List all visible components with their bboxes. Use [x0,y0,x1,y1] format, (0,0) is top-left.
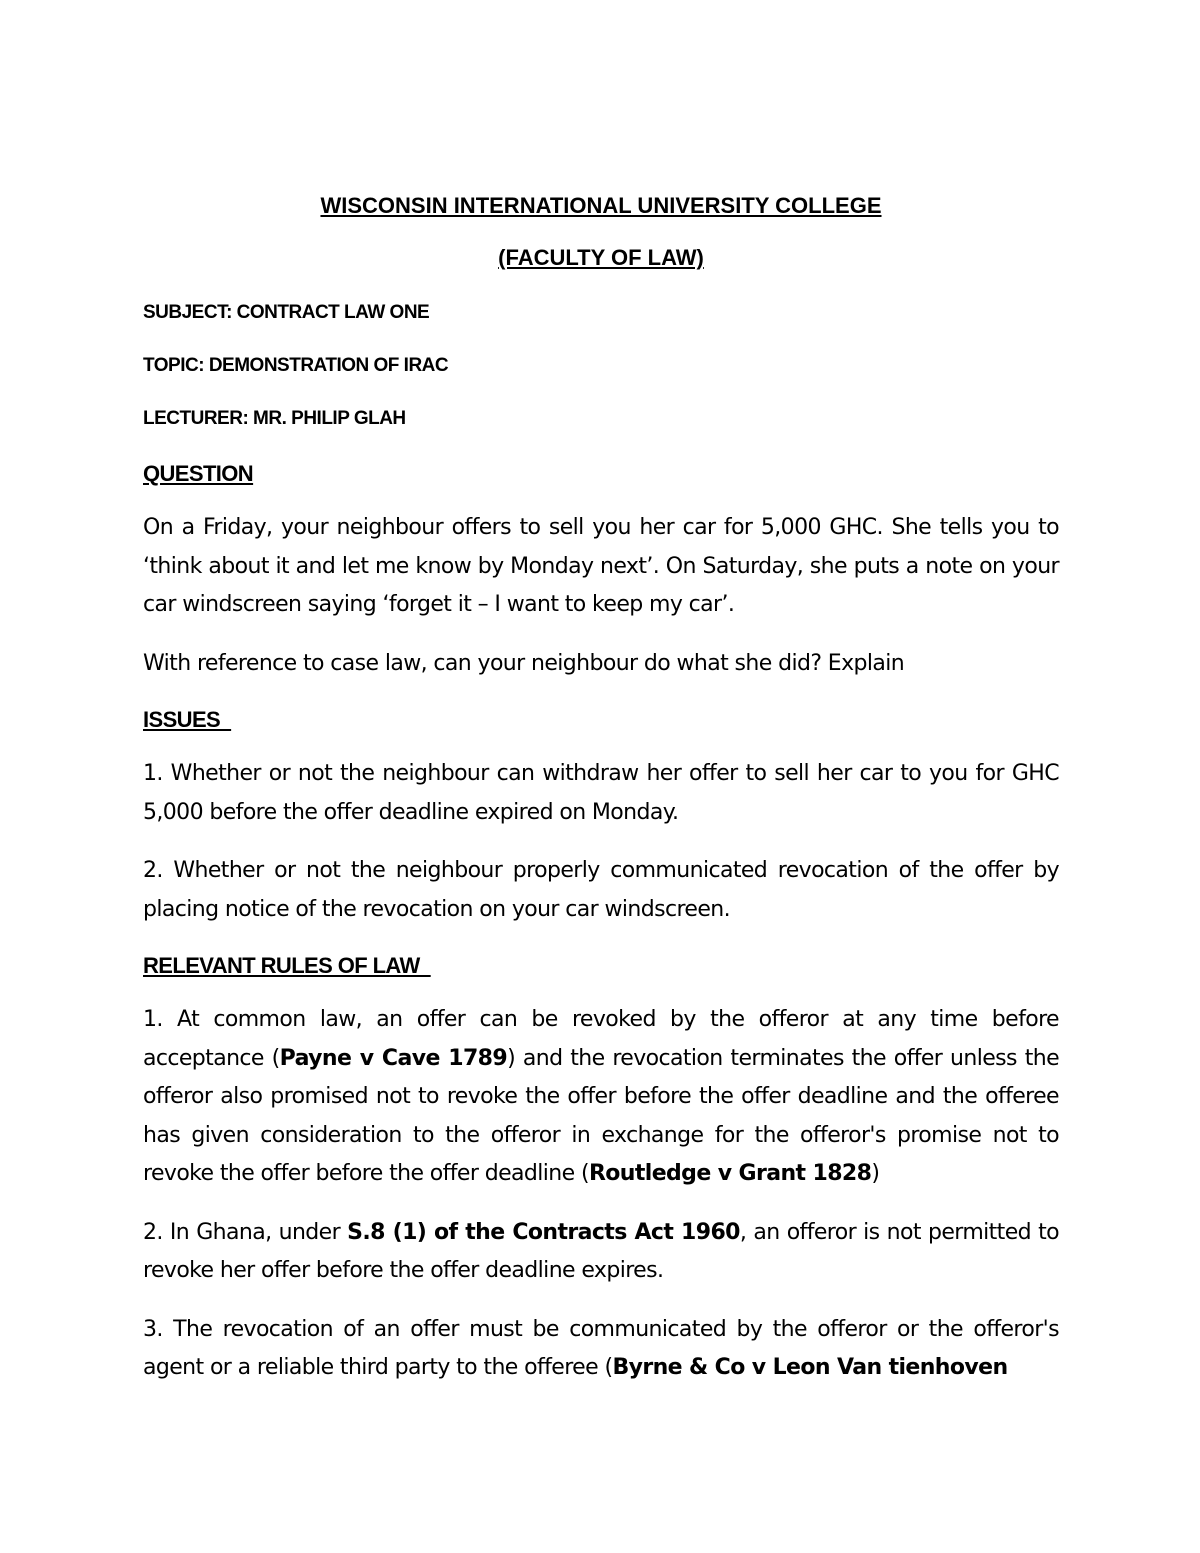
rule-item-1 [143,1001,1059,1194]
rule-text: 1. At common law, an offer can be revoked by the offeror at any time before acceptance ( [143,1007,1059,1071]
rule-text: ) [871,1161,880,1186]
issue-item: 2. Whether or not the neighbour properly communicated revocation of the offer by placing notice of the revocation on your car windscreen. [143,858,1059,922]
question-title: QUESTION [143,461,254,486]
subject-line: SUBJECT: CONTRACT LAW ONE [143,302,430,323]
case-citation: Routledge v Grant 1828 [588,1161,872,1186]
faculty-heading: (FACULTY OF LAW) [498,245,704,270]
question-prompt: With reference to case law, can your neighbour do what she did? Explain [143,650,905,676]
topic-line: TOPIC: DEMONSTRATION OF IRAC [143,355,449,376]
rule-text: 2. In Ghana, under [143,1219,348,1245]
rules-title: RELEVANT RULES OF LAW [143,953,431,978]
issue-item: 1. Whether or not the neighbour can withdraw her offer to sell her car to you for GHC 5,000 before the offer deadline expired on Monday. [143,761,1059,825]
case-citation: Payne v Cave 1789 [279,1045,508,1071]
rule-item-3 [143,1311,1059,1388]
statute-citation: S.8 (1) of the Contracts Act 1960 [347,1219,740,1245]
question-paragraph: On a Friday, your neighbour offers to sell you her car for 5,000 GHC. She tells you to ‘think about it and let me know by Monday next’. On Saturday, she puts a note on your car windscreen saying ‘forget it – I want to keep my car’. [143,515,1059,617]
lecturer-line: LECTURER: MR. PHILIP GLAH [143,408,406,429]
document-content [143,187,1059,1388]
institution-heading: WISCONSIN INTERNATIONAL UNIVERSITY COLLEGE [320,193,882,218]
rule-text: , an offeror is not permitted to revoke her offer before the offer deadline expires. [143,1219,1059,1283]
rule-item-2 [143,1214,1059,1291]
rule-text: 3. The revocation of an offer must be communicated by the offeror or the offeror's agent or a reliable third party to the offeree ( [143,1316,1059,1380]
rule-text: ) and the revocation terminates the offer unless the offeror also promised not to revoke the offer before the offer deadline and the offeree has given consideration to the offeror in exchange for the offeror's promise not to revoke the offer before the offer deadline ( [143,1045,1060,1186]
issues-title: ISSUES [143,707,232,732]
case-citation: Byrne & Co v Leon Van tienhoven [612,1355,1008,1380]
